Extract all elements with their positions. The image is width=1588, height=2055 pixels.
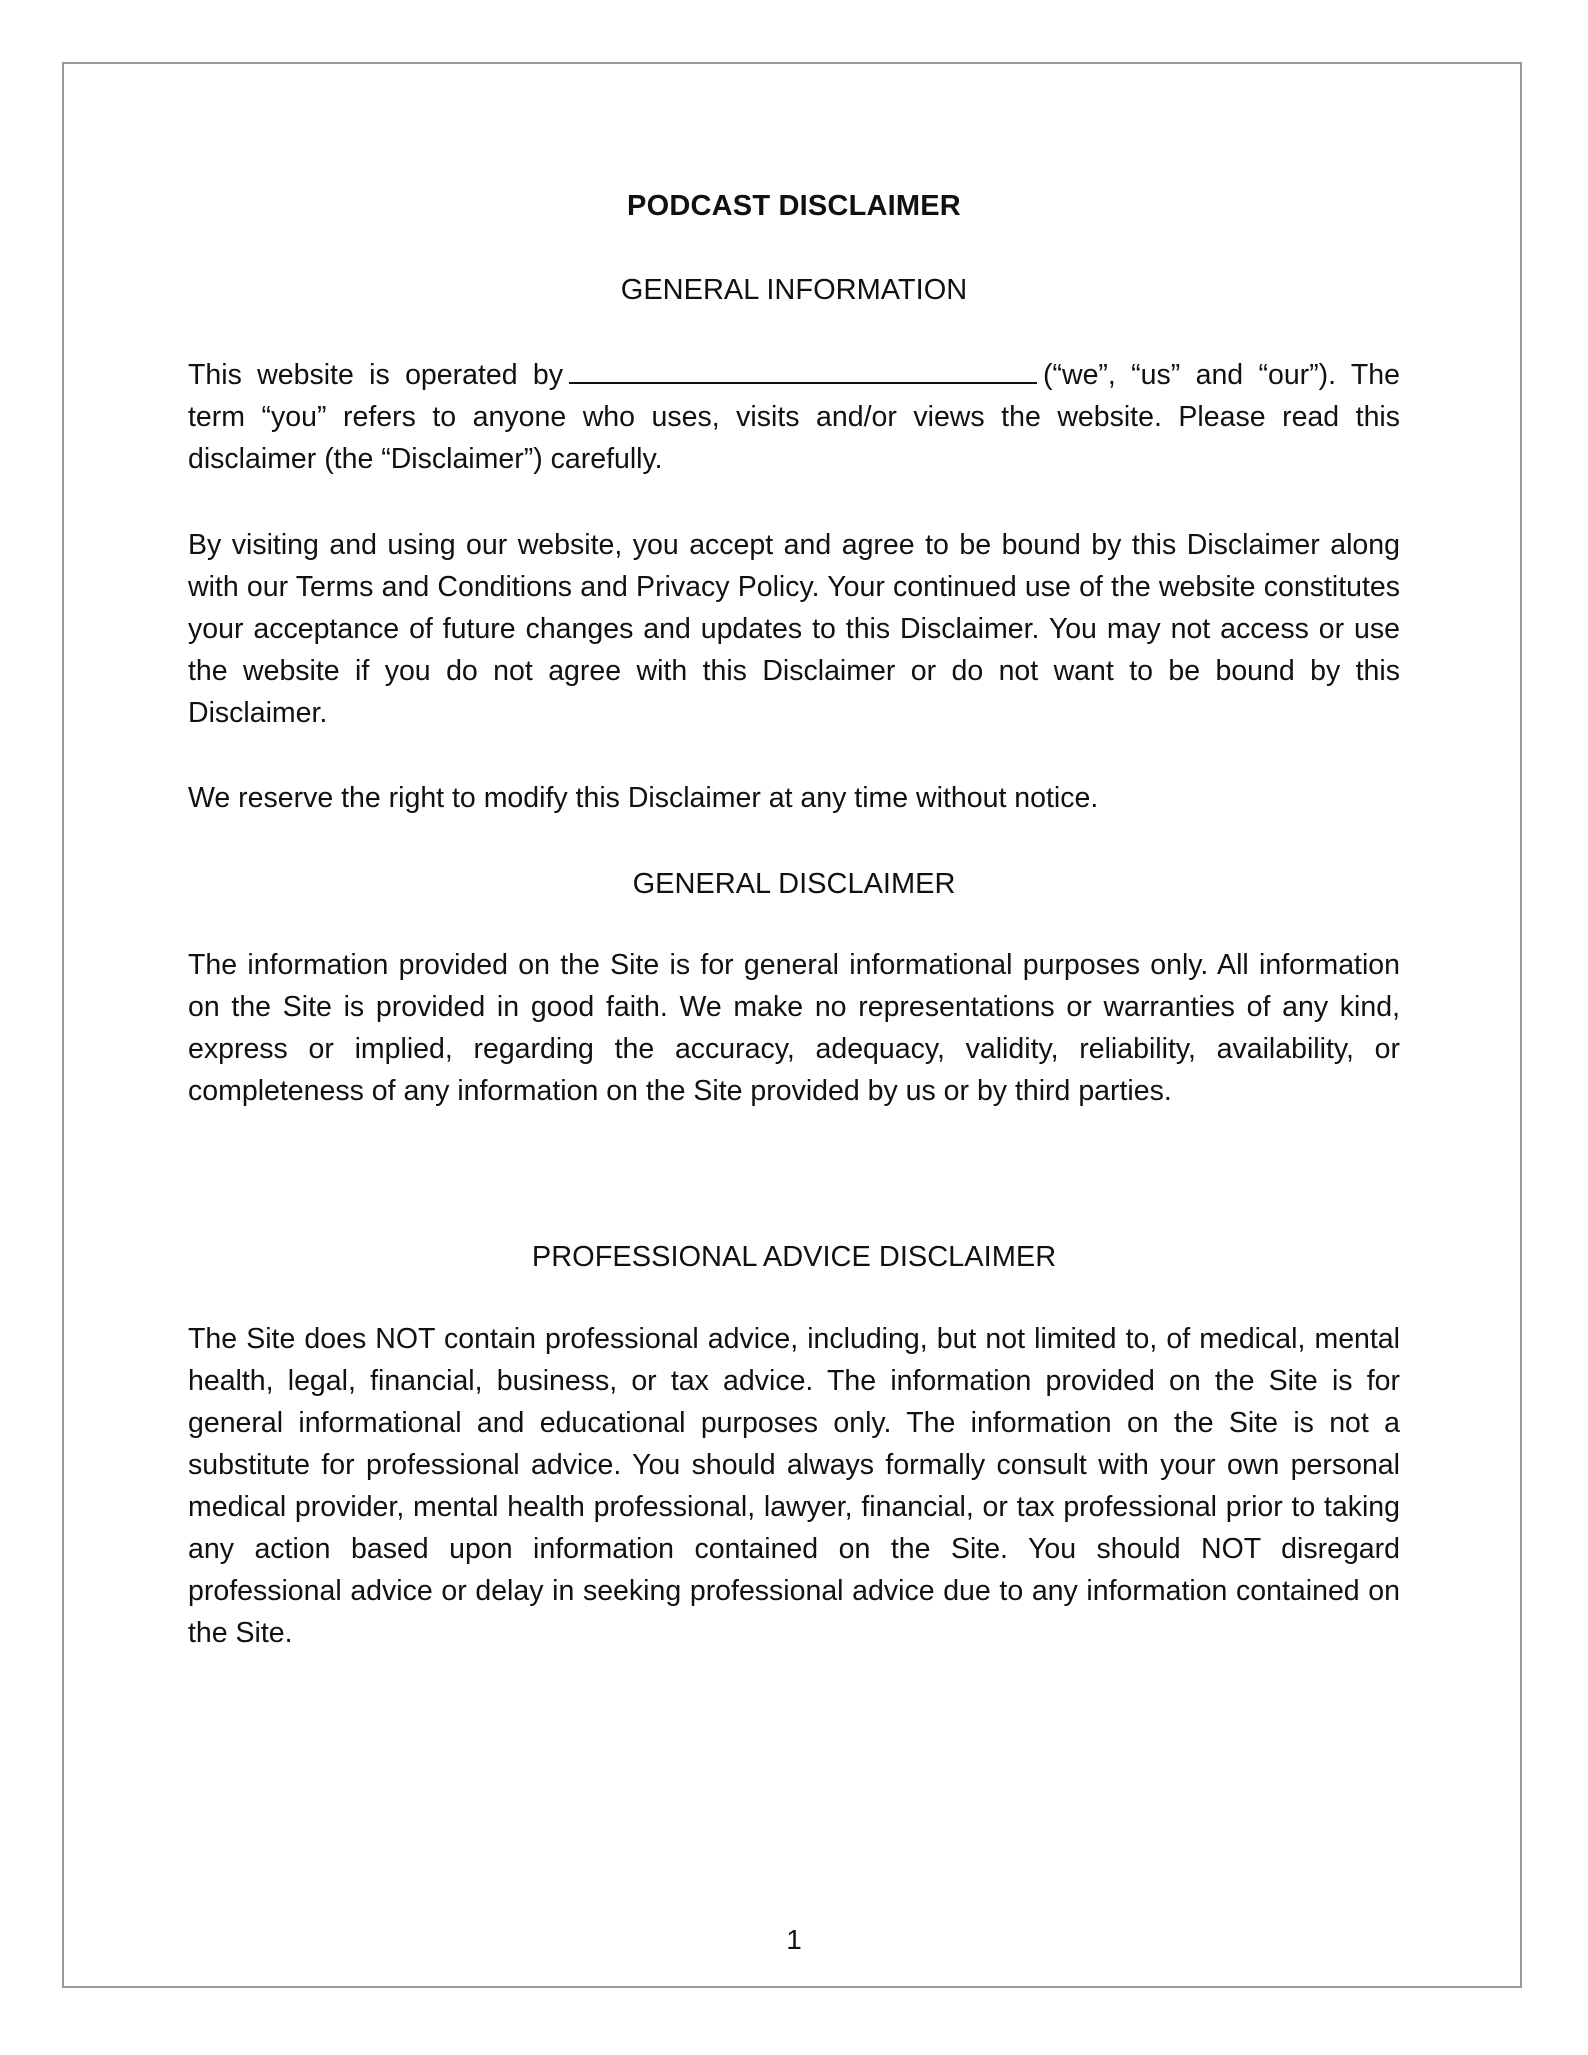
operator-suffix-text: (“we”, “us” and “our”). The term “you” refers to anyone who uses, visits and/or views the website. Please read this disclaimer (the “Disclaimer”) carefully.	[188, 359, 1400, 475]
operator-text: This website is operated by	[188, 359, 564, 391]
document-title: PODCAST DISCLAIMER	[627, 190, 961, 222]
operator-name-blank	[569, 356, 1037, 384]
professional-advice-paragraph: The Site does NOT contain professional advice, including, but not limited to, of medical, mental health, legal, financial, business, or tax advice. The information provided on the Site is for general informational and educational purposes only. The information on the Site is not a substitute for professional advice. You should always formally consult with your own personal medical provider, mental health professional, lawyer, financial, or tax professional prior to taking any action based upon information contained on the Site. You should NOT disregard professional advice or delay in seeking professional advice due to any information contained on the Site.	[188, 1323, 1400, 1649]
section-heading-general-disclaimer: GENERAL DISCLAIMER	[632, 868, 956, 900]
general-information-paragraph-2: By visiting and using our website, you accept and agree to be bound by this Disclaimer along with our Terms and Conditions and Privacy Policy. Your continued use of the website constitutes your acceptance of future changes and updates to this Disclaimer. You may not access or use the website if you do not agree with this Disclaimer or do not want to be bound by this Disclaimer.	[188, 529, 1400, 729]
section-heading-professional-advice: PROFESSIONAL ADVICE DISCLAIMER	[531, 1241, 1057, 1273]
general-information-paragraph-1	[188, 354, 1400, 480]
section-heading-general-information: GENERAL INFORMATION	[620, 274, 968, 306]
general-disclaimer-paragraph: The information provided on the Site is for general informational purposes only. All information on the Site is provided in good faith. We make no representations or warranties of any kind, express or implied, regarding the accuracy, adequacy, validity, reliability, availability, or completeness of any information on the Site provided by us or by third parties.	[188, 949, 1400, 1107]
general-information-paragraph-3: We reserve the right to modify this Disclaimer at any time without notice.	[188, 782, 1099, 814]
document-page	[62, 62, 1522, 1988]
page-number: 1	[786, 1924, 802, 1955]
